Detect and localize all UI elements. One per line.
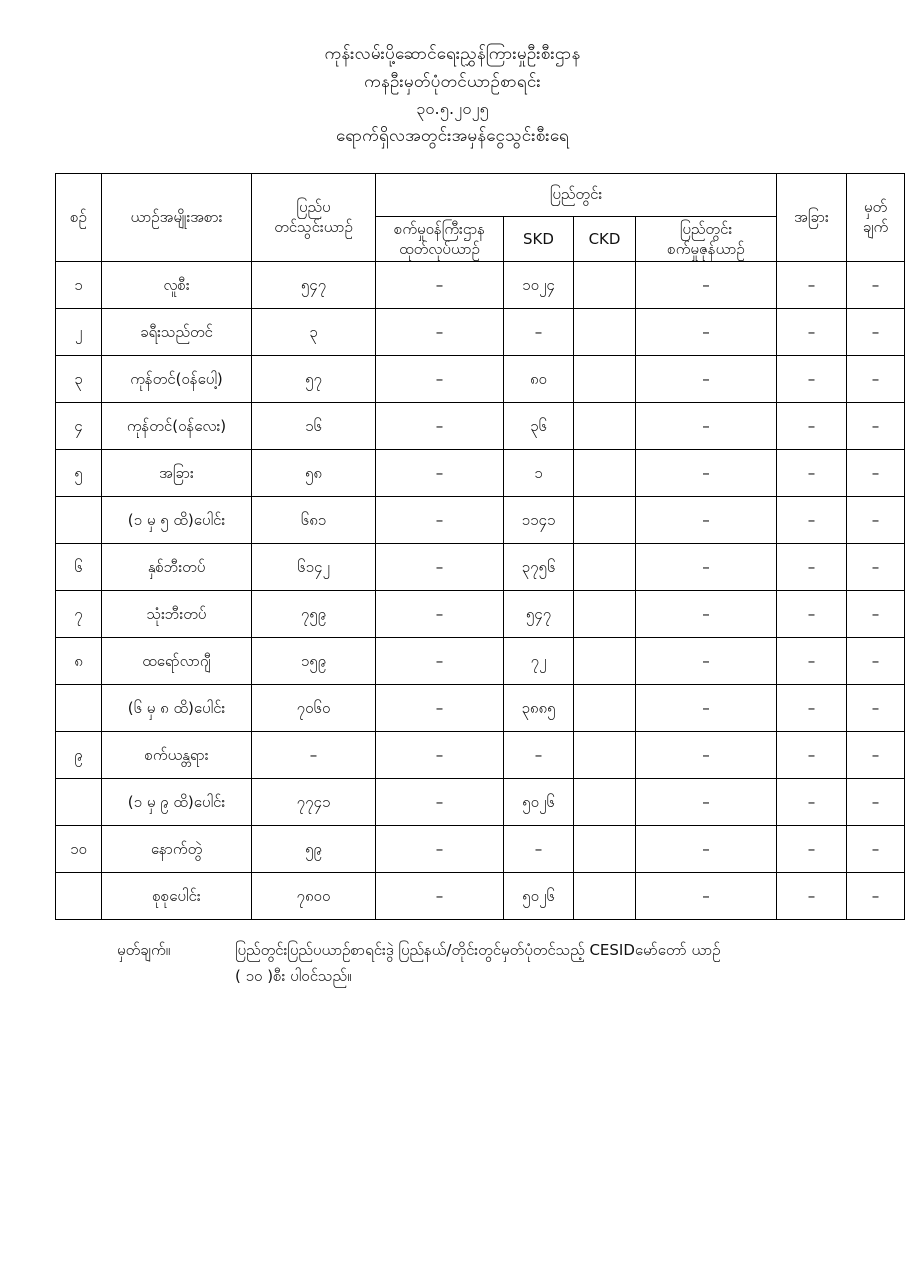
cell-ckd <box>574 497 636 544</box>
cell-other: – <box>777 262 847 309</box>
cell-no <box>56 873 102 920</box>
cell-type: စုစုပေါင်း <box>102 873 252 920</box>
cell-ckd <box>574 544 636 591</box>
cell-local: – <box>636 450 777 497</box>
cell-import: ၇၀၆၀ <box>252 685 376 732</box>
cell-gov: – <box>376 591 504 638</box>
table-row <box>56 262 905 309</box>
cell-local: – <box>636 591 777 638</box>
cell-local: – <box>636 732 777 779</box>
cell-gov: – <box>376 826 504 873</box>
cell-import: – <box>252 732 376 779</box>
cell-no: ၇ <box>56 591 102 638</box>
cell-no: ၁၀ <box>56 826 102 873</box>
cell-import: ၆၁၄၂ <box>252 544 376 591</box>
cell-local: – <box>636 638 777 685</box>
cell-skd: ၈၀ <box>504 356 574 403</box>
cell-note: – <box>847 732 905 779</box>
table-body <box>56 262 905 920</box>
cell-ckd <box>574 591 636 638</box>
header-line-2: ကနဦးမှတ်ပုံတင်ယာဉ်စာရင်း <box>364 72 541 93</box>
cell-type: လူစီး <box>102 262 252 309</box>
table-row <box>56 591 905 638</box>
cell-ckd <box>574 779 636 826</box>
cell-other: – <box>777 826 847 873</box>
cell-other: – <box>777 356 847 403</box>
table-header-row-1 <box>56 173 905 216</box>
cell-no: ၆ <box>56 544 102 591</box>
cell-skd: ၁၀၂၄ <box>504 262 574 309</box>
cell-gov: – <box>376 450 504 497</box>
cell-type: (၆ မှ ၈ ထိ)ပေါင်း <box>102 685 252 732</box>
th-note-line1: မှတ် <box>863 198 888 217</box>
cell-type: သုံးဘီးတပ် <box>102 591 252 638</box>
cell-ckd <box>574 732 636 779</box>
cell-other: – <box>777 732 847 779</box>
cell-local: – <box>636 685 777 732</box>
table-row <box>56 638 905 685</box>
cell-ckd <box>574 403 636 450</box>
header-date: ၃၀.၅.၂၀၂၅ <box>416 99 489 119</box>
th-gov-line2: ထုတ်လုပ်ယာဉ် <box>399 239 480 258</box>
cell-note: – <box>847 873 905 920</box>
cell-ckd <box>574 262 636 309</box>
th-import-line2: တင်သွင်းယာဉ် <box>274 218 353 237</box>
th-domestic-group: ပြည်တွင်း <box>376 173 777 216</box>
cell-other: – <box>777 309 847 356</box>
cell-import: ၁၅၉ <box>252 638 376 685</box>
cell-import: ၅၉ <box>252 826 376 873</box>
cell-other: – <box>777 873 847 920</box>
cell-other: – <box>777 779 847 826</box>
cell-gov: – <box>376 732 504 779</box>
cell-local: – <box>636 779 777 826</box>
cell-note: – <box>847 685 905 732</box>
cell-gov: – <box>376 873 504 920</box>
cell-no: ၂ <box>56 309 102 356</box>
table-row <box>56 403 905 450</box>
cell-local: – <box>636 356 777 403</box>
table-row <box>56 356 905 403</box>
cell-local: – <box>636 309 777 356</box>
table-row <box>56 779 905 826</box>
cell-skd: ၃၇၅၆ <box>504 544 574 591</box>
cell-no: ၅ <box>56 450 102 497</box>
cell-type: ထရော်လာဂျီ <box>102 638 252 685</box>
cell-type: နှစ်ဘီးတပ် <box>102 544 252 591</box>
document-header <box>55 40 850 151</box>
table-row <box>56 732 905 779</box>
cell-local: – <box>636 403 777 450</box>
cell-skd: ၁၁၄၁ <box>504 497 574 544</box>
cell-skd: ၅၀၂၆ <box>504 779 574 826</box>
cell-note: – <box>847 309 905 356</box>
table-row <box>56 450 905 497</box>
cell-other: – <box>777 591 847 638</box>
cell-ckd <box>574 309 636 356</box>
cell-local: – <box>636 497 777 544</box>
cell-note: – <box>847 779 905 826</box>
th-import-line1: ပြည်ပ <box>296 198 331 217</box>
cell-skd: ၃၈၈၅ <box>504 685 574 732</box>
footnote-body <box>235 938 850 989</box>
table-row <box>56 685 905 732</box>
cell-gov: – <box>376 262 504 309</box>
cell-skd: – <box>504 309 574 356</box>
th-local-line1: ပြည်တွင်း <box>679 219 733 238</box>
footnote <box>55 938 850 989</box>
cell-local: – <box>636 262 777 309</box>
cell-skd: – <box>504 732 574 779</box>
cell-skd: ၅၀၂၆ <box>504 873 574 920</box>
th-skd: SKD <box>504 216 574 262</box>
cell-note: – <box>847 826 905 873</box>
cell-gov: – <box>376 356 504 403</box>
cell-import: ၃ <box>252 309 376 356</box>
cell-other: – <box>777 638 847 685</box>
cell-ckd <box>574 450 636 497</box>
cell-ckd <box>574 873 636 920</box>
cell-no <box>56 497 102 544</box>
vehicle-registration-table <box>55 173 905 921</box>
cell-gov: – <box>376 638 504 685</box>
cell-skd: – <box>504 826 574 873</box>
cell-note: – <box>847 544 905 591</box>
cell-note: – <box>847 497 905 544</box>
th-note-line2: ချက် <box>862 218 889 237</box>
th-ckd: CKD <box>574 216 636 262</box>
cell-type: နောက်တွဲ <box>102 826 252 873</box>
cell-no: ၄ <box>56 403 102 450</box>
cell-import: ၅၇ <box>252 356 376 403</box>
table-row <box>56 497 905 544</box>
cell-other: – <box>777 450 847 497</box>
cell-import: ၆၈၁ <box>252 497 376 544</box>
table-row <box>56 309 905 356</box>
footnote-line-2: ( ၁၀ )စီး ပါဝင်သည်။ <box>235 966 352 985</box>
th-local-line2: စက်မှုဇုန်ယာဉ် <box>667 239 745 258</box>
table-row <box>56 873 905 920</box>
cell-no: ၁ <box>56 262 102 309</box>
cell-note: – <box>847 638 905 685</box>
cell-import: ၇၅၉ <box>252 591 376 638</box>
cell-type: (၁ မှ ၅ ထိ)ပေါင်း <box>102 497 252 544</box>
cell-import: ၁၆ <box>252 403 376 450</box>
cell-type: စက်ယန္တရား <box>102 732 252 779</box>
footnote-label: မှတ်ချက်။ <box>117 941 171 960</box>
cell-no: ၉ <box>56 732 102 779</box>
cell-note: – <box>847 356 905 403</box>
cell-note: – <box>847 450 905 497</box>
cell-type: အခြား <box>102 450 252 497</box>
cell-no: ၃ <box>56 356 102 403</box>
cell-no: ၈ <box>56 638 102 685</box>
cell-gov: – <box>376 497 504 544</box>
cell-skd: ၇၂ <box>504 638 574 685</box>
cell-local: – <box>636 826 777 873</box>
cell-skd: ၁ <box>504 450 574 497</box>
cell-note: – <box>847 591 905 638</box>
th-no: စဉ် <box>56 173 102 262</box>
cell-other: – <box>777 685 847 732</box>
cell-local: – <box>636 873 777 920</box>
cell-ckd <box>574 638 636 685</box>
th-vehicle-type: ယာဉ်အမျိုးအစား <box>102 173 252 262</box>
cell-note: – <box>847 262 905 309</box>
cell-import: ၇၈၀၀ <box>252 873 376 920</box>
th-import <box>252 173 376 262</box>
cell-local: – <box>636 544 777 591</box>
th-local-zone <box>636 216 777 262</box>
cell-type: ကုန်တင်(ဝန်လေး) <box>102 403 252 450</box>
cell-no <box>56 779 102 826</box>
cell-import: ၅၈ <box>252 450 376 497</box>
table-row <box>56 544 905 591</box>
table-row <box>56 826 905 873</box>
cell-other: – <box>777 497 847 544</box>
cell-gov: – <box>376 779 504 826</box>
cell-other: – <box>777 403 847 450</box>
footnote-line-1: ပြည်တွင်းပြည်ပယာဉ်စာရင်းဒွဲ ပြည်နယ်/တိုင်းတွင်မှတ်ပုံတင်သည့် CESIDမော်တော် ယာဉ် <box>235 941 721 960</box>
cell-ckd <box>574 826 636 873</box>
header-line-1: ကုန်းလမ်းပို့ဆောင်ရေးညွှန်ကြားမှုဦးစီးဌာန <box>324 44 581 64</box>
th-note <box>847 173 905 262</box>
cell-type: ကုန်တင်(ဝန်ပေါ့) <box>102 356 252 403</box>
cell-type: ခရီးသည်တင် <box>102 309 252 356</box>
cell-gov: – <box>376 403 504 450</box>
cell-gov: – <box>376 309 504 356</box>
cell-other: – <box>777 544 847 591</box>
th-other: အခြား <box>777 173 847 262</box>
cell-import: ၇၇၄၁ <box>252 779 376 826</box>
cell-gov: – <box>376 544 504 591</box>
th-gov-line1: စက်မှုဝန်ကြီးဌာန <box>393 219 486 238</box>
cell-gov: – <box>376 685 504 732</box>
cell-ckd <box>574 356 636 403</box>
cell-type: (၁ မှ ၉ ထိ)ပေါင်း <box>102 779 252 826</box>
cell-skd: ၃၆ <box>504 403 574 450</box>
th-gov-produced <box>376 216 504 262</box>
cell-ckd <box>574 685 636 732</box>
cell-no <box>56 685 102 732</box>
cell-skd: ၅၄၇ <box>504 591 574 638</box>
cell-import: ၅၄၇ <box>252 262 376 309</box>
cell-note: – <box>847 403 905 450</box>
header-line-4: ရောက်ရှိလအတွင်းအမှန်ငွေသွင်းစီးရေ <box>335 126 570 147</box>
